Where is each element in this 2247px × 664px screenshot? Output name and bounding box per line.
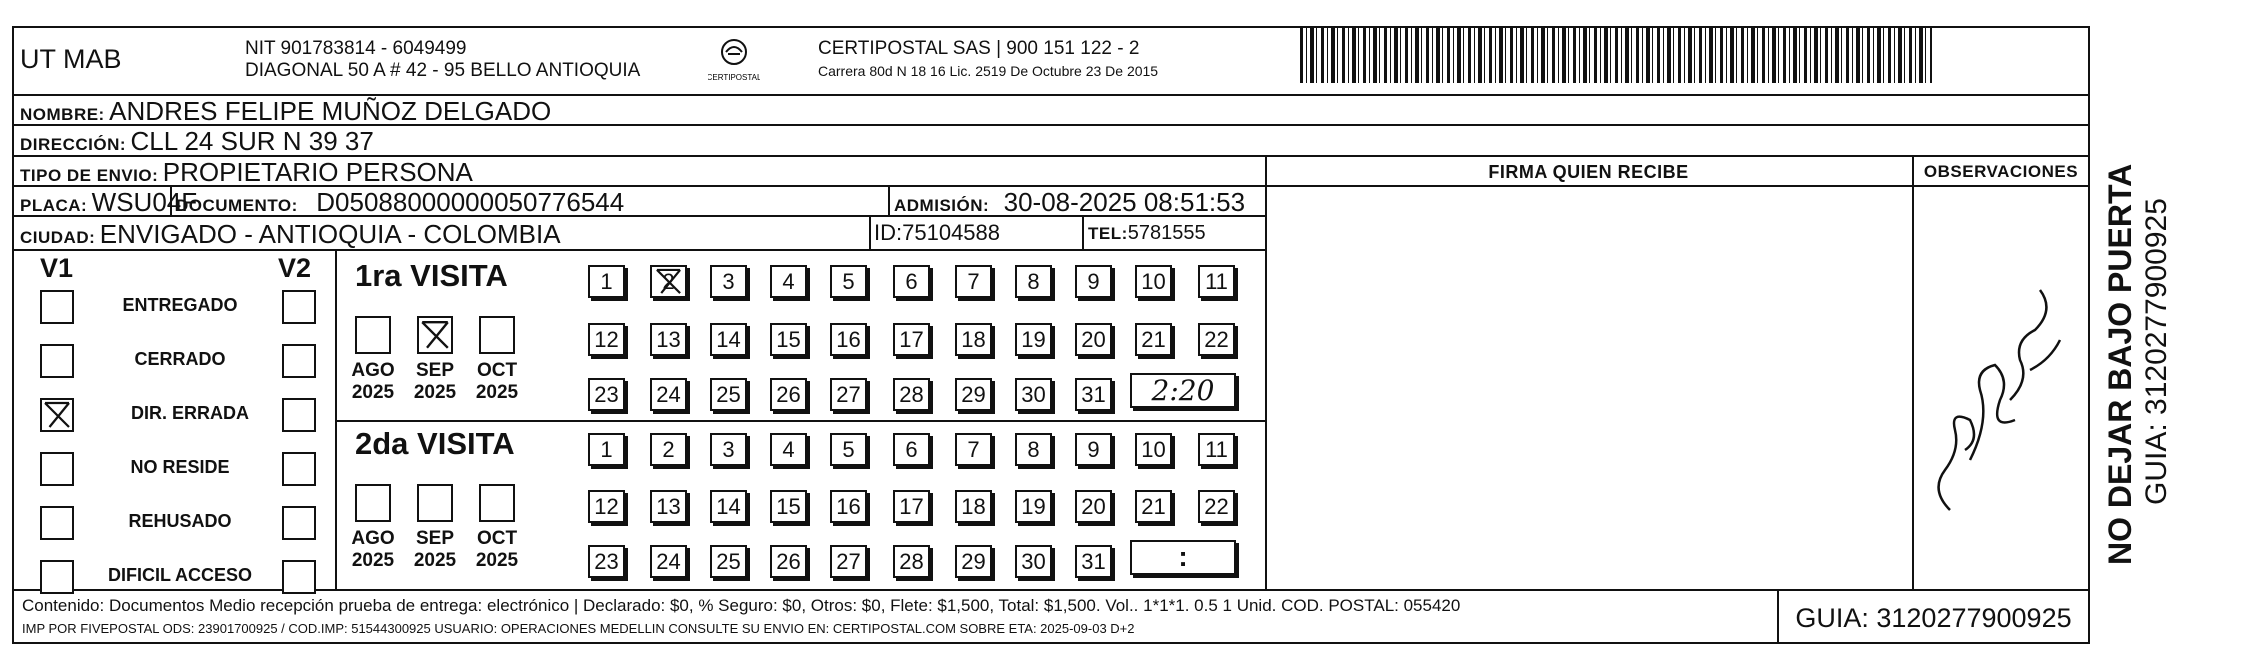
day-box[interactable]: 18 <box>955 323 992 356</box>
day-box[interactable]: 27 <box>830 545 867 578</box>
barcode <box>1300 28 1932 83</box>
v1-checkbox[interactable] <box>40 344 74 378</box>
nombre-value: ANDRES FELIPE MUÑOZ DELGADO <box>109 96 552 126</box>
no-dejar-bajo-puerta: NO DEJAR BAJO PUERTA <box>2102 163 2138 565</box>
day-box[interactable]: 25 <box>710 378 747 411</box>
month-label: AGO <box>351 360 395 381</box>
day-box[interactable]: 7 <box>955 265 992 298</box>
day-box[interactable]: 6 <box>893 265 930 298</box>
year-label: 2025 <box>351 382 395 403</box>
day-box[interactable]: 28 <box>893 378 930 411</box>
first-visit-time[interactable]: 2:20 <box>1130 373 1236 408</box>
v1-header: V1 <box>40 253 74 283</box>
day-box[interactable]: 20 <box>1075 490 1112 523</box>
day-box[interactable]: 21 <box>1135 490 1172 523</box>
day-box[interactable]: 22 <box>1198 490 1235 523</box>
tipo-envio-label: TIPO DE ENVIO: <box>20 166 159 185</box>
year-label: 2025 <box>413 550 457 571</box>
day-box[interactable]: 6 <box>893 433 930 466</box>
placa-label: PLACA: <box>20 196 88 215</box>
firma-header: FIRMA QUIEN RECIBE <box>1488 162 1689 182</box>
status-option-label: CERRADO <box>134 349 226 369</box>
second-visit-title: 2da VISITA <box>355 426 515 461</box>
day-box[interactable]: 2 <box>650 265 687 298</box>
month-checkbox[interactable] <box>355 484 391 522</box>
status-option-label: REHUSADO <box>128 511 232 531</box>
day-box[interactable]: 16 <box>830 490 867 523</box>
tel-value: 5781555 <box>1127 222 1206 244</box>
signature <box>1920 270 2080 530</box>
day-box[interactable]: 26 <box>770 545 807 578</box>
month-label: SEP <box>415 528 455 549</box>
day-box[interactable]: 9 <box>1075 433 1112 466</box>
documento-label: DOCUMENTO: <box>176 196 298 215</box>
day-box[interactable]: 25 <box>710 545 747 578</box>
day-box[interactable]: 28 <box>893 545 930 578</box>
day-box[interactable]: 12 <box>588 490 625 523</box>
ciudad-value: ENVIGADO - ANTIOQUIA - COLOMBIA <box>99 219 561 249</box>
v1-checkbox[interactable] <box>40 398 74 432</box>
day-box[interactable]: 8 <box>1015 433 1052 466</box>
footer-guia: GUIA: 3120277900925 <box>1795 603 2072 633</box>
id-label: ID: <box>874 220 903 245</box>
month-checkbox[interactable] <box>417 316 453 354</box>
v2-checkbox[interactable] <box>282 506 316 540</box>
day-box[interactable]: 7 <box>955 433 992 466</box>
day-box[interactable]: 19 <box>1015 490 1052 523</box>
day-box[interactable]: 29 <box>955 378 992 411</box>
v1-checkbox[interactable] <box>40 560 74 594</box>
admision-value: 30-08-2025 08:51:53 <box>1003 187 1246 217</box>
day-box[interactable]: 20 <box>1075 323 1112 356</box>
month-checkbox[interactable] <box>479 484 515 522</box>
admision-label: ADMISIÓN: <box>894 196 990 215</box>
month-checkbox[interactable] <box>355 316 391 354</box>
footer-content: Contenido: Documentos Medio recepción prueba de entrega: electrónico | Declarado: $0, % Seguro: $0, Otros: $0, Flete: $1,500, Total: $1,500. Vol.. 1*1*1. 0.5 1 Unid. COD. POSTAL: 055420 <box>22 596 1461 615</box>
day-box[interactable]: 5 <box>830 433 867 466</box>
day-box[interactable]: 10 <box>1135 433 1172 466</box>
v2-checkbox[interactable] <box>282 398 316 432</box>
day-box[interactable]: 9 <box>1075 265 1112 298</box>
v1-checkbox[interactable] <box>40 290 74 324</box>
footer-imp: IMP POR FIVEPOSTAL ODS: 23901700925 / COD.IMP: 51544300925 USUARIO: OPERACIONES MEDELLIN CONSULTE SU ENVIO EN: CERTIPOSTAL.COM SOBRE ETA: 2025-09-03 D+2 <box>22 621 1135 636</box>
v2-checkbox[interactable] <box>282 344 316 378</box>
day-box[interactable]: 23 <box>588 545 625 578</box>
ciudad-label: CIUDAD: <box>20 228 96 247</box>
v2-checkbox[interactable] <box>282 560 316 594</box>
tel-label: TEL: <box>1088 224 1128 243</box>
v1-checkbox[interactable] <box>40 506 74 540</box>
day-box[interactable]: 16 <box>830 323 867 356</box>
carrier-logo-icon <box>708 34 760 84</box>
status-option-label: DIR. ERRADA <box>130 403 249 423</box>
second-visit-time[interactable]: : <box>1130 540 1236 575</box>
observaciones-header: OBSERVACIONES <box>1923 162 2079 181</box>
day-box[interactable]: 26 <box>770 378 807 411</box>
company-nit: NIT 901783814 - 6049499 <box>245 38 467 59</box>
placa-value: WSU04F <box>91 187 198 217</box>
nombre-label: NOMBRE: <box>20 105 105 124</box>
day-box[interactable]: 4 <box>770 265 807 298</box>
svg-text:CERTIPOSTAL: CERTIPOSTAL <box>708 73 760 82</box>
day-box[interactable]: 31 <box>1075 545 1112 578</box>
day-box[interactable]: 22 <box>1198 323 1235 356</box>
day-box[interactable]: 4 <box>770 433 807 466</box>
direccion-label: DIRECCIÓN: <box>20 135 127 154</box>
first-visit-title: 1ra VISITA <box>355 258 508 293</box>
month-checkbox[interactable] <box>479 316 515 354</box>
month-label: OCT <box>476 528 518 549</box>
day-box[interactable]: 3 <box>710 265 747 298</box>
day-box[interactable]: 14 <box>710 490 747 523</box>
day-box[interactable]: 17 <box>893 323 930 356</box>
day-box[interactable]: 27 <box>830 378 867 411</box>
day-box[interactable]: 30 <box>1015 378 1052 411</box>
day-box[interactable]: 11 <box>1198 433 1235 466</box>
day-box[interactable]: 5 <box>830 265 867 298</box>
v2-checkbox[interactable] <box>282 290 316 324</box>
day-box[interactable]: 13 <box>650 490 687 523</box>
status-option-label: ENTREGADO <box>122 295 238 315</box>
day-box[interactable]: 15 <box>770 490 807 523</box>
side-guia: GUIA: 3120277900925 <box>2140 198 2173 505</box>
day-box[interactable]: 24 <box>650 545 687 578</box>
day-box[interactable]: 29 <box>955 545 992 578</box>
day-box[interactable]: 30 <box>1015 545 1052 578</box>
year-label: 2025 <box>475 550 519 571</box>
day-box[interactable]: 3 <box>710 433 747 466</box>
day-box[interactable]: 19 <box>1015 323 1052 356</box>
day-box[interactable]: 23 <box>588 378 625 411</box>
month-label: SEP <box>415 360 455 381</box>
day-box[interactable]: 17 <box>893 490 930 523</box>
tipo-envio-value: PROPIETARIO PERSONA <box>162 157 473 187</box>
carrier-license: Carrera 80d N 18 16 Lic. 2519 De Octubre 23 De 2015 <box>818 63 1159 79</box>
v2-checkbox[interactable] <box>282 452 316 486</box>
id-value: 75104588 <box>902 220 1001 245</box>
year-label: 2025 <box>351 550 395 571</box>
day-box[interactable]: 10 <box>1135 265 1172 298</box>
v2-header: V2 <box>278 253 312 283</box>
month-label: AGO <box>351 528 395 549</box>
documento-value: D05088000000050776544 <box>316 187 625 217</box>
status-option-label: NO RESIDE <box>130 457 230 477</box>
day-box[interactable]: 1 <box>588 433 625 466</box>
company-name: UT MAB <box>20 44 122 74</box>
day-box[interactable]: 14 <box>710 323 747 356</box>
day-box[interactable]: 31 <box>1075 378 1112 411</box>
day-box[interactable]: 18 <box>955 490 992 523</box>
day-box[interactable]: 15 <box>770 323 807 356</box>
v1-checkbox[interactable] <box>40 452 74 486</box>
day-box[interactable]: 11 <box>1198 265 1235 298</box>
year-label: 2025 <box>475 382 519 403</box>
carrier-name: CERTIPOSTAL SAS | 900 151 122 - 2 <box>818 38 1140 59</box>
direccion-value: CLL 24 SUR N 39 37 <box>130 126 374 156</box>
day-box[interactable]: 13 <box>650 323 687 356</box>
day-box[interactable]: 21 <box>1135 323 1172 356</box>
month-checkbox[interactable] <box>417 484 453 522</box>
year-label: 2025 <box>413 382 457 403</box>
company-address: DIAGONAL 50 A # 42 - 95 BELLO ANTIOQUIA <box>245 60 641 81</box>
status-option-label: DIFICIL ACCESO <box>107 565 252 585</box>
month-label: OCT <box>476 360 518 381</box>
day-box[interactable]: 8 <box>1015 265 1052 298</box>
day-box[interactable]: 24 <box>650 378 687 411</box>
day-box[interactable]: 12 <box>588 323 625 356</box>
day-box[interactable]: 1 <box>588 265 625 298</box>
day-box[interactable]: 2 <box>650 433 687 466</box>
